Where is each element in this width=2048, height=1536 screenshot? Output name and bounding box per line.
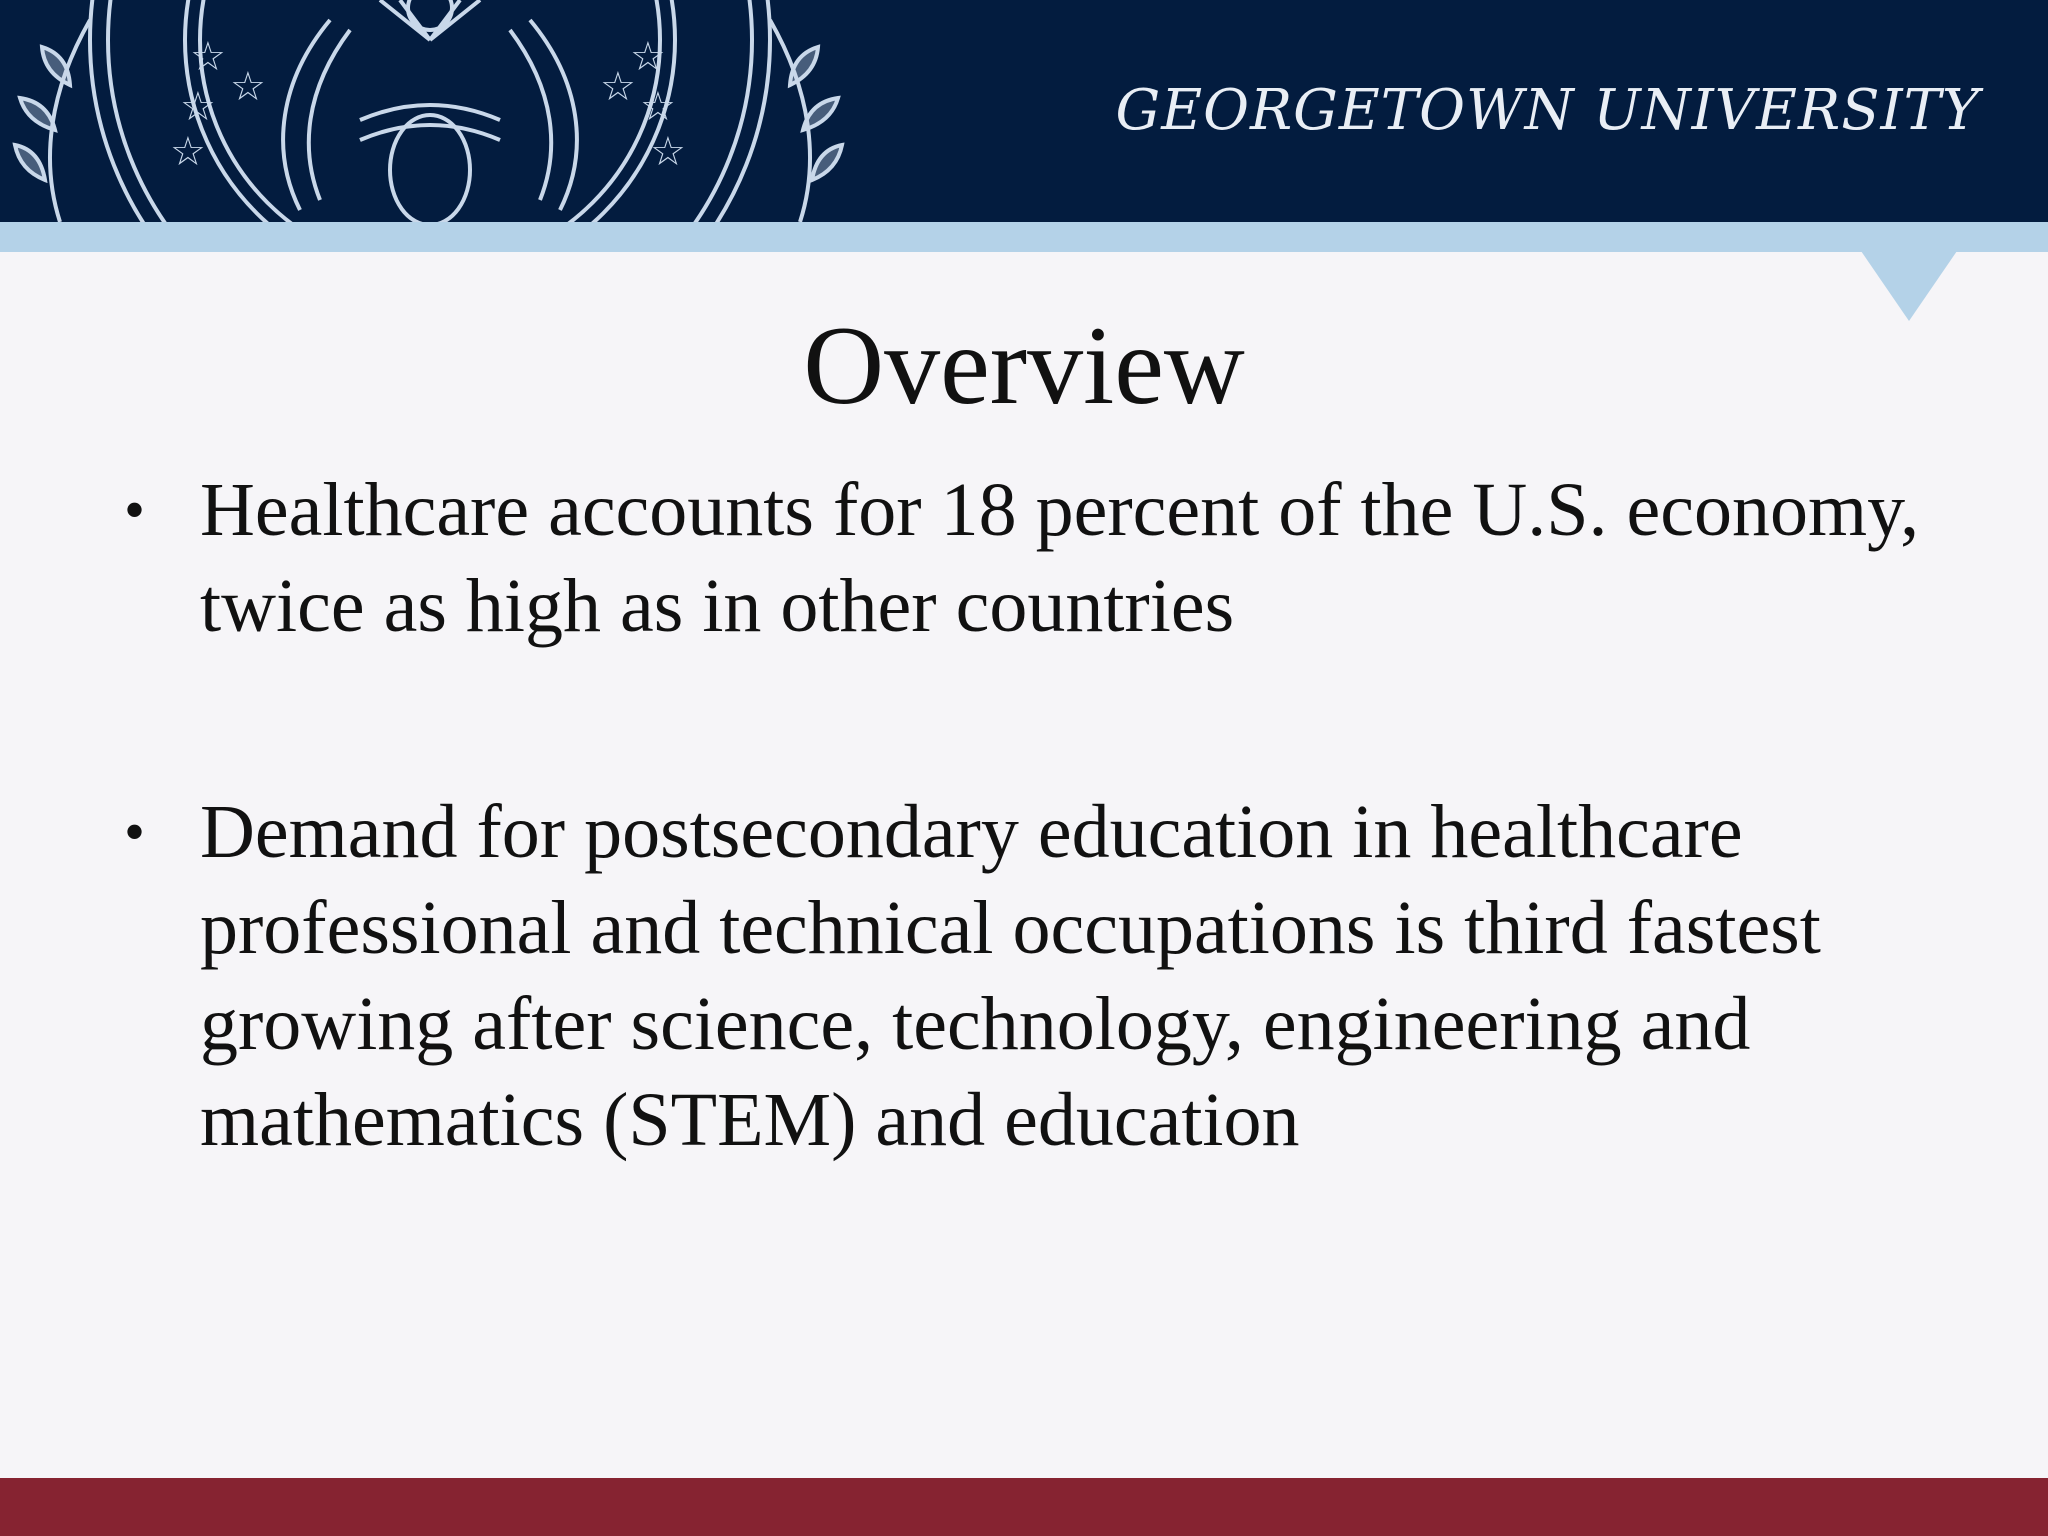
slide-title: Overview <box>803 304 1245 428</box>
svg-text:☆: ☆ <box>230 64 266 110</box>
svg-text:☆: ☆ <box>600 64 636 110</box>
svg-text:☆: ☆ <box>630 34 666 80</box>
university-seal-icon <box>0 0 850 222</box>
bullet-icon: • <box>124 799 146 865</box>
bullet-text: Healthcare accounts for 18 percent of the U.S. economy, twice as high as in other countries <box>200 468 1920 648</box>
bullet-text: Demand for postsecondary education in healthcare professional and technical occupations is third fastest growing after science, technology, engineering and mathematics (STEM) and education <box>200 790 1821 1162</box>
footer-band <box>0 1478 2048 1536</box>
svg-text:☆: ☆ <box>190 34 226 80</box>
bullet-icon: • <box>124 477 146 543</box>
svg-text:☆: ☆ <box>650 129 686 175</box>
bullet-item <box>100 784 1960 1168</box>
header-band <box>0 0 2048 222</box>
svg-text:☆: ☆ <box>640 84 676 130</box>
svg-text:☆: ☆ <box>170 129 206 175</box>
svg-text:☆: ☆ <box>180 84 216 130</box>
accent-stripe <box>0 222 2048 252</box>
bullet-item <box>100 462 1960 654</box>
bullet-list <box>100 462 1960 1168</box>
brand-wordmark: GEORGETOWN UNIVERSITY <box>1115 78 1980 143</box>
